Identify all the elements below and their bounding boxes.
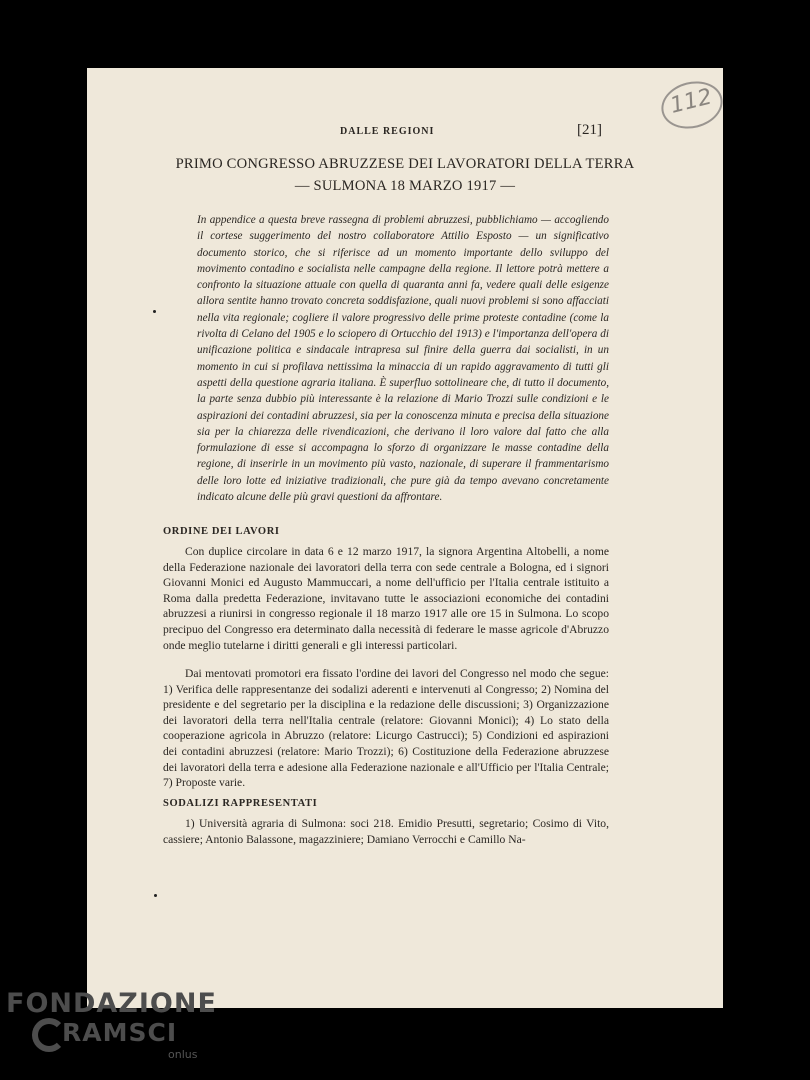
gramsci-g-icon: [32, 1018, 66, 1052]
body-paragraph-1: Con duplice circolare in data 6 e 12 marzo 1917, la signora Argentina Altobelli, a nome della Federazione nazionale dei lavoratori della terra con sede centrale a Bologna, ed i signori Giovanni Monici ed Augusto Mammuccari, a nome dell'ufficio per l'Italia centrale istituito a Roma dalla predetta Federazione, invitavano tutte le associazioni economiche dei contadini abruzzesi a riunirsi in congresso regionale il 18 marzo 1917 alle ore 15 in Sulmona. Lo scopo precipuo del Congresso era determinato dalla necessità di federare le masse agricole d'Abruzzo onde meglio tutelarne i diritti generali e gli interessi particolari.: [163, 545, 609, 652]
margin-mark: [154, 894, 157, 897]
margin-mark: [153, 310, 156, 313]
article-subtitle: — SULMONA 18 MARZO 1917 —: [294, 178, 516, 194]
watermark-line1: FONDAZIONE: [6, 988, 217, 1019]
archive-number: 112: [667, 84, 715, 119]
document-page: [87, 68, 723, 1008]
body-paragraph-2: Dai mentovati promotori era fissato l'ordine dei lavori del Congresso nel modo che segue: 1) Verifica delle rappresentanze dei sodalizi aderenti e intervenuti al Congresso; 2) Nomina del presidente e del segretario per la disciplina e la redazione delle discussioni; 3) Organizzazione dei lavoratori della terra nell'Italia centrale (relatore: Giovanni Monici); 4) Lo stato della cooperazione agricola in Abruzzo (relatore: Licurgo Castrucci); 5) Condizioni ed aspirazioni dei contadini abruzzesi (relatore: Mario Trozzi); 6) Costituzione della Federazione abruzzese dei lavoratori della terra e adesione alla Federazione nazionale e all'Ufficio per l'Italia Centrale; 7) Proposte varie.: [163, 667, 609, 790]
archive-number-mark: [656, 75, 727, 135]
watermark-line2: RAMSCI: [62, 1018, 178, 1047]
page-number: [21]: [577, 122, 602, 138]
running-title: DALLE REGIONI: [340, 126, 435, 137]
intro-paragraph: In appendice a questa breve rassegna di problemi abruzzesi, pubblichiamo — accogliendo il cortese suggerimento del nostro collaboratore Attilio Esposto — un significativo documento storico, che si riferisce ad un momento importante dello sviluppo del movimento contadino e socialista nelle campagne della regione. Il lettore potrà mettere a confronto la situazione attuale con quella di quaranta anni fa, vedere quali delle esigenze allora sentite hanno trovato concreta soddisfazione, quali nuovi problemi si sono affacciati nella vita regionale; cogliere il valore progressivo delle prime proteste contadine (come la rivolta di Celano del 1905 e lo sciopero di Ortucchio del 1913) e l'importanza dell'opera di unificazione politica e sindacale intrapresa sul finire della guerra dai socialisti, in un momento in cui si profilava nettissima la minaccia di un rapido aggravamento di tutti gli aspetti della questione agraria italiana. È superfluo sottolineare che, di tutto il documento, la parte senza dubbio più interessante è la relazione di Mario Trozzi sulle condizioni e le aspirazioni dei contadini abruzzesi, sia per la conoscenza minuta e precisa della situazione sia per la chiarezza delle rivendicazioni, che derivano il loro valore dal fatto che alla formulazione di esse si accompagna lo sforzo di organizzare le masse contadine della regione, di inserirle in un movimento più vasto, nazionale, di superare il frammentarismo delle loro lotte ed iniziative tradizionali, che pure già da tempo avevano concretamente indicato alcune delle più gravi questioni da affrontare.: [197, 214, 609, 504]
watermark-line3: onlus: [168, 1048, 198, 1061]
body-paragraph-3: 1) Università agraria di Sulmona: soci 218. Emidio Presutti, segretario; Cosimo di Vito, cassiere; Antonio Balassone, magazziniere; Damiano Verrocchi e Camillo Na-: [163, 817, 609, 846]
section-heading-ordine: ORDINE DEI LAVORI: [163, 526, 280, 537]
fondazione-gramsci-watermark: [6, 988, 217, 1068]
article-title: PRIMO CONGRESSO ABRUZZESE DEI LAVORATORI DELLA TERRA: [175, 156, 635, 172]
section-heading-sodalizi: SODALIZI RAPPRESENTATI: [163, 798, 318, 809]
